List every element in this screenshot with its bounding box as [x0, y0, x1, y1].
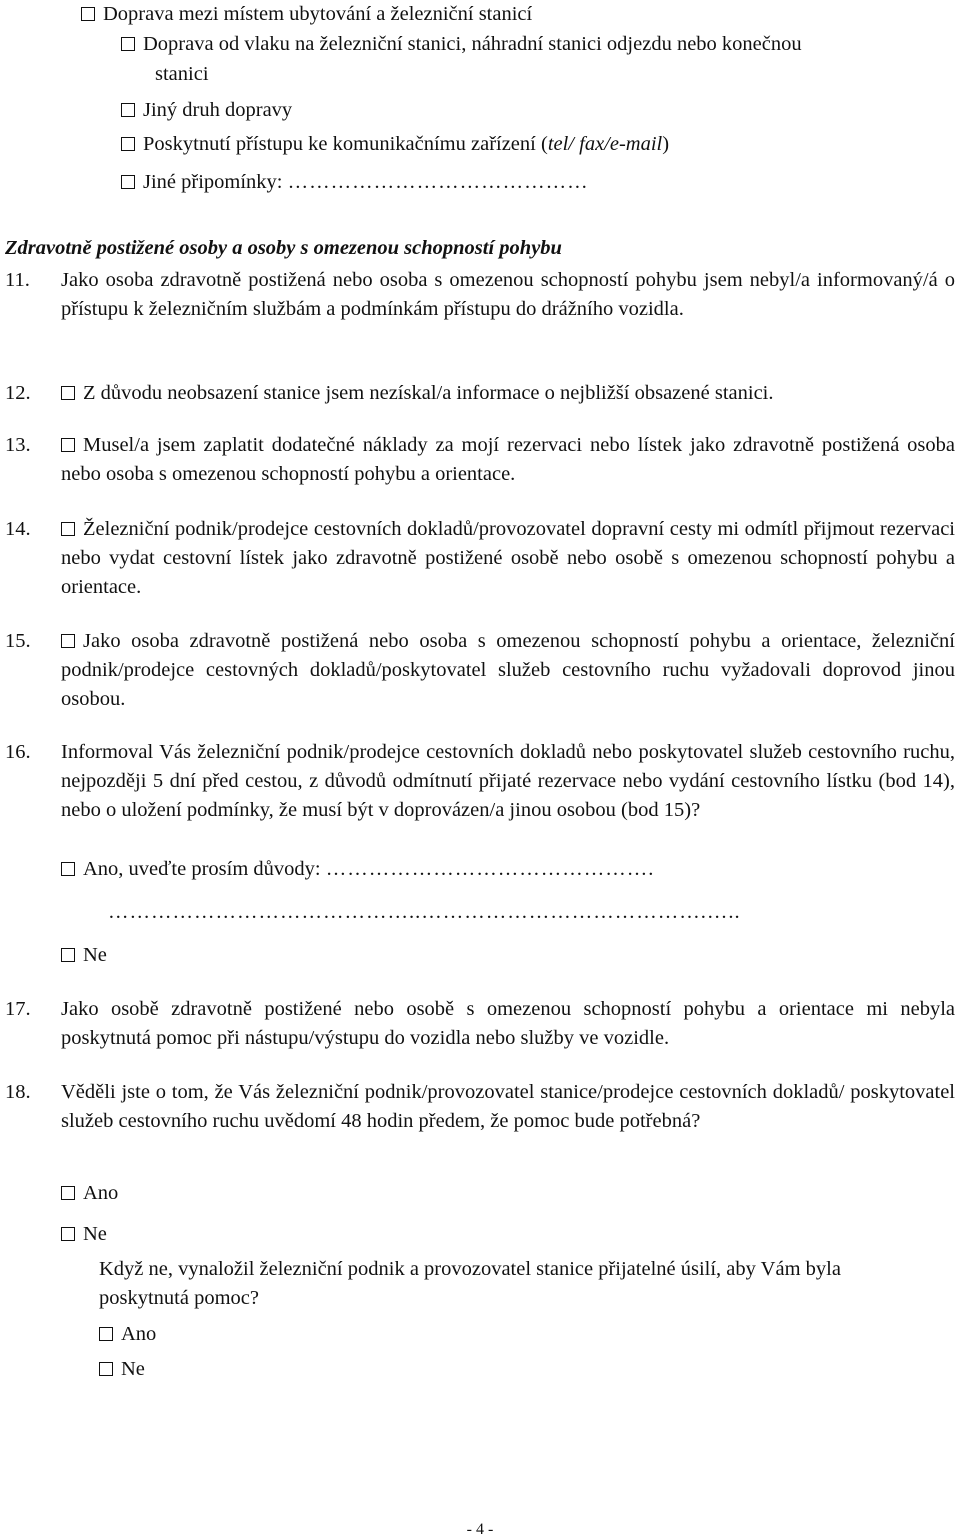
item-text-11: Jako osoba zdravotně postižená nebo osoba s omezenou schopností pohybu jsem nebyl/a informovaný/á o přístupu k železničním službám a podmínkám přístupu do drážního vozidla.	[61, 269, 955, 320]
item-text-15: Jako osoba zdravotně postižená nebo osoba s omezenou schopností pohybu a orientace, železniční podnik/prodejce cestovných dokladů/poskytovatel služeb cestovního ruchu vyžadovali doprovod jinou osobou.	[61, 630, 955, 710]
item-16-no	[61, 941, 107, 970]
no-label: Ne	[83, 1223, 107, 1245]
reasons-dots[interactable]: ……………………………………….	[325, 858, 655, 880]
item-number: 16.	[5, 741, 31, 763]
option-label: Doprava mezi místem ubytování a železniční stanicí	[103, 3, 533, 25]
item-18-no	[61, 1220, 107, 1249]
item-18-followup-no	[99, 1355, 145, 1384]
item-number: 17.	[5, 998, 31, 1020]
option-label: Doprava od vlaku na železniční stanici, náhradní stanici odjezdu nebo konečnou	[143, 33, 802, 55]
option-label-post: )	[662, 133, 670, 155]
yes-label: Ano	[121, 1323, 157, 1345]
item-12	[61, 379, 774, 408]
option-transport-accommodation	[81, 0, 532, 29]
comments-dots[interactable]: ……………………………………	[287, 171, 589, 193]
item-text-16: Informoval Vás železniční podnik/prodejce cestovních dokladů nebo poskytovatel služeb cestovního ruchu, nejpozději 5 dní před cestou, z důvodů odmítnutí přijaté rezervace nebo vydání cestovního lístku (bod 14), nebo o uložení podmínky, že musí být v doprovázen/a jinou osobou (bod 15)?	[61, 741, 955, 821]
option-label-pre: Poskytnutí přístupu ke komunikačnímu zařízení (	[143, 133, 548, 155]
checkbox[interactable]	[61, 948, 75, 962]
option-label: Jiné připomínky:	[143, 171, 283, 193]
item-number: 11.	[5, 269, 30, 291]
checkbox[interactable]	[61, 862, 75, 876]
item-13	[61, 431, 955, 489]
reasons-dots-line[interactable]: ……………………………………..………………………………….…..	[108, 901, 741, 923]
item-number: 13.	[5, 434, 31, 456]
item-text-14: Železniční podnik/prodejce cestovních dokladů/provozovatel dopravní cesty mi odmítl přijmout rezervaci nebo vydat cestovní lístek jako zdravotně postižené osobě nebo osobě s omezenou schopností pohybu a orientace.	[61, 518, 955, 598]
item-16-yes	[61, 855, 654, 884]
checkbox[interactable]	[121, 37, 135, 51]
yes-label: Ano	[83, 1182, 119, 1204]
item-18-yes	[61, 1179, 118, 1208]
checkbox[interactable]	[81, 7, 95, 21]
item-number: 14.	[5, 518, 31, 540]
option-other-transport	[121, 96, 292, 125]
no-label: Ne	[83, 944, 107, 966]
checkbox[interactable]	[61, 1227, 75, 1241]
item-18-followup-yes	[99, 1320, 156, 1349]
page-number: - 4 -	[466, 1521, 494, 1538]
item-text-13: Musel/a jsem zaplatit dodatečné náklady za mojí rezervaci nebo lístek jako zdravotně postižená osoba nebo osoba s omezenou schopností pohybu a orientace.	[61, 434, 955, 485]
section-heading: Zdravotně postižené osoby a osoby s omezenou schopností pohybu	[5, 237, 562, 259]
item-text-18: Věděli jste o tom, že Vás železniční podnik/provozovatel stanice/prodejce cestovních dokladů/ poskytovatel služeb cestovního ruchu uvědomí 48 hodin předem, že pomoc bude potřebná?	[61, 1081, 955, 1132]
option-transport-from-train	[121, 30, 802, 59]
item-number: 18.	[5, 1081, 31, 1103]
checkbox[interactable]	[121, 103, 135, 117]
item-number: 12.	[5, 382, 31, 404]
checkbox[interactable]	[99, 1362, 113, 1376]
checkbox[interactable]	[61, 522, 75, 536]
option-label-italic: tel/ fax/e-mail	[547, 133, 663, 155]
item-number: 15.	[5, 630, 31, 652]
option-other-comments	[121, 168, 589, 197]
option-label-continuation: stanici	[155, 63, 209, 85]
item-18-followup: Když ne, vynaložil železniční podnik a provozovatel stanice přijatelné úsilí, aby Vám byla poskytnutá pomoc?	[99, 1258, 841, 1309]
checkbox[interactable]	[61, 438, 75, 452]
item-15	[61, 627, 955, 714]
checkbox[interactable]	[61, 1186, 75, 1200]
checkbox[interactable]	[61, 386, 75, 400]
checkbox[interactable]	[61, 634, 75, 648]
option-communication-access	[121, 130, 669, 159]
item-14	[61, 515, 955, 602]
item-text-17: Jako osobě zdravotně postižené nebo osobě s omezenou schopností pohybu a orientace mi nebyla poskytnutá pomoc při nástupu/výstupu do vozidla nebo služby ve vozidle.	[61, 998, 955, 1049]
checkbox[interactable]	[99, 1327, 113, 1341]
item-text-12: Z důvodu neobsazení stanice jsem nezískal/a informace o nejbližší obsazené stanici.	[83, 382, 774, 404]
checkbox[interactable]	[121, 175, 135, 189]
yes-label: Ano, uveďte prosím důvody:	[83, 858, 321, 880]
no-label: Ne	[121, 1358, 145, 1380]
option-label: Jiný druh dopravy	[143, 99, 293, 121]
checkbox[interactable]	[121, 137, 135, 151]
